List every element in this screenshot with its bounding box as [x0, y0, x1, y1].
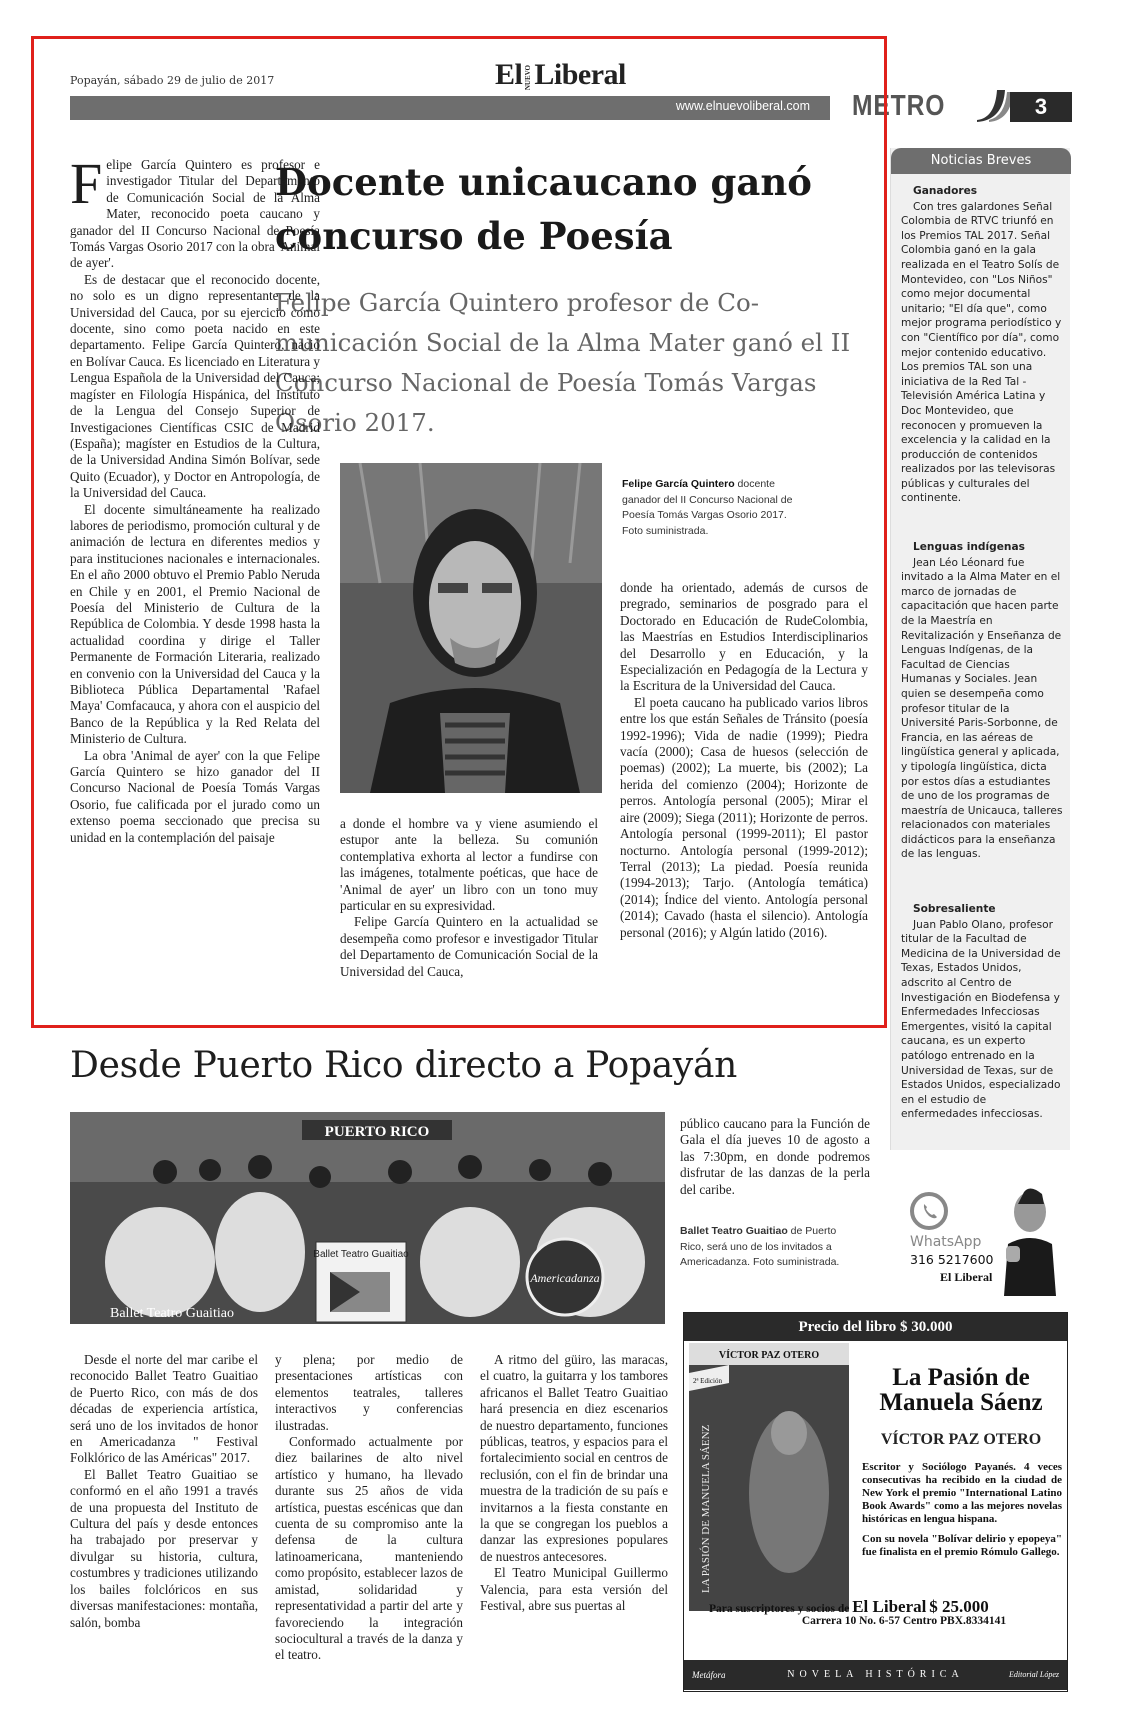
section-name: METRO — [852, 90, 946, 122]
brief-text: Jean Léo Léonard fue invitado a la Alma Mater en el marco de jornadas de capacitación que hacen parte de la Maestría en Revitalización y Enseñanza de Lenguas Indígenas, de la Facultad de Ciencias Humanas y Sociales. Jean quien se desempeña como profesor titular de la Université Paris-Sorbonne, de Francia, en las aéreas de lingüística general y aplicada, y tipología lingüística, dicta por estos días a estudiantes de uno de los programas de maestría de Unicauca, talleres relacionados con materiales didácticos para la enseñanza de las lenguas. — [901, 556, 1063, 861]
brief-text: Con tres galardones Señal Colombia de RTVC triunfó en los Premios TAL 2017. Señal Colombia ganó en la gala realizada en el Teatro Solís de Montevideo, con "Los Niños" como mejor documental unitario; "El día que", como mejor programa periodístico y con "Científico por día", como mejor contenido educativo. Los premios TAL son una iniciativa de la Red Tal - Televisión América Latina y Doc Montevideo, que reconocen y promueven la excelencia y la calidad en la producción de contenidos realizados por las televisoras públicas y culturales del continente. — [901, 200, 1062, 505]
book-price: Precio del libro $ 30.000 — [684, 1313, 1067, 1341]
paragraph: El Ballet Teatro Guaitiao se conformó en el año 1991 a través de una propuesta del Instituto de Cultura del país y desde entonces ha trabajado por preservar y divulgar su historia, cultura, costumbres y tradiciones utilizando los bailes folclóricos en sus diversas manifestaciones: montaña, salón, bomba — [70, 1466, 258, 1630]
printer-logo: Editorial López — [1008, 1670, 1059, 1679]
article2-column-2 — [275, 1352, 463, 1664]
cover-author-text: VÍCTOR PAZ OTERO — [718, 1350, 820, 1361]
article2-column-1 — [70, 1352, 258, 1631]
photo-footer-text: Ballet Teatro Guaitiao — [110, 1306, 234, 1321]
photo-sign-text: Ballet Teatro Guaitiao — [313, 1249, 409, 1260]
masthead-nuevo: NUEVO — [524, 64, 533, 90]
paragraph: Es de destacar que el reconocido docente, no solo es un digno representante de la Universidad del Cauca, por su ejercicio como docente, sino como poeta nacido en este departamento. Felipe García Quintero, nació en Bolívar Cauca. Es licenciado en Literatura y Lengua Española de la Universidad del Cauca; magíster en Filología Hispánica, del Instituto de la Lengua del Consejo Superior de Investigaciones Científicas CSIC de Madrid (España); magíster en Estudios de la Cultura, de la Universidad Andina Simón Bolívar, sede Quito (Ecuador), y Doctor en Antropología, de la Universidad del Cauca. — [70, 271, 320, 501]
whatsapp-ad[interactable] — [898, 1176, 1060, 1298]
book-advertisement[interactable] — [683, 1312, 1068, 1692]
selection-frame — [31, 36, 887, 1028]
caption-text: docente ganador del II Concurso Nacional de Poesía Tomás Vargas Osorio 2017. Foto suministrada. — [622, 478, 793, 537]
site-url[interactable]: www.elnuevoliberal.com — [675, 99, 810, 113]
caption-text: de Puerto Rico, será uno de los invitados a Americadanza. Foto suministrada. — [680, 1225, 840, 1268]
paragraph: Felipe García Quintero es profesor e investigador Titular del Departamento de Comunicación Social de la Alma Mater, reconocido poeta caucano y ganador del II Concurso Nacional de Poesía Tomás Vargas Osorio 2017 con la obra 'Animal de ayer'. — [70, 151, 320, 271]
photo-logo-text: Americadanza — [530, 1271, 600, 1285]
ballet-photo — [70, 1112, 665, 1324]
headline-line-2: concurso de Poesía — [275, 214, 673, 258]
caption-name: Ballet Teatro Guaitiao — [680, 1225, 788, 1237]
caption-name: Felipe García Quintero — [622, 478, 735, 490]
subscriber-price-line: Para suscriptores y socios de El Liberal $ 25.000 — [709, 1597, 989, 1616]
sidebar-title: Noticias Breves — [891, 148, 1071, 174]
photo2-caption — [680, 1224, 860, 1271]
whatsapp-brand: El Liberal — [940, 1270, 993, 1284]
article-deck: Felipe García Quintero profesor de Co-municación Social de la Alma Mater ganó el II Concurso Nacional de Poesía Tomás Vargas Osorio 2017. — [275, 288, 851, 437]
book-cover-image — [689, 1343, 849, 1611]
book-title: La Pasión de Manuela Sáenz — [879, 1364, 1043, 1416]
paragraph: El Teatro Municipal Guillermo Valencia, para esta versión del Festival, abre sus puertas al — [480, 1565, 668, 1614]
subscriber-price: $ 25.000 — [929, 1597, 989, 1616]
publisher-logo: Metáfora — [692, 1670, 726, 1680]
swoosh-icon — [975, 88, 1015, 122]
page-number: 3 — [1010, 92, 1072, 122]
dateline: Popayán, sábado 29 de julio de 2017 — [70, 74, 275, 87]
paragraph: donde ha orientado, además de cursos de pregrado, seminarios de posgrado para el Doctorado en Educación de RudeColombia, las Maestrías en Estudios Interdisciplinarios del Desarrollo y en Educación, y la Especialización en Pedagogía de la Lectura y la Escritura de la Universidad del Cauca. — [620, 580, 868, 694]
genre-label: NOVELA HISTÓRICA — [787, 1669, 964, 1680]
whatsapp-icon — [910, 1192, 948, 1230]
masthead-el: El — [495, 58, 523, 91]
subscriber-brand: El Liberal — [852, 1597, 927, 1616]
brief-heading: Sobresaliente — [913, 903, 996, 915]
brief-heading: Lenguas indígenas — [913, 541, 1025, 553]
book-author: VÍCTOR PAZ OTERO — [880, 1431, 1042, 1448]
brief-heading: Ganadores — [913, 185, 978, 197]
cover-title-text: LA PASIÓN DE MANUELA SÁENZ — [700, 1424, 712, 1593]
brief-lenguas — [901, 540, 1063, 862]
photo-banner-text: PUERTO RICO — [324, 1124, 430, 1140]
article2-column-3 — [480, 1352, 668, 1615]
headline-line-1: Docente unicaucano ganó — [275, 160, 812, 204]
author-award: Con su novela "Bolívar delirio y epopeya" fue finalista en el premio Rómulo Gallego. — [862, 1533, 1062, 1558]
paragraph: La obra 'Animal de ayer' con la que Felipe García Quintero se hizo ganador del II Concurso Nacional de Poesía Tomás Vargas Osorio, fue calificada por el jurado como un extenso poema seccionado que precisa su unidad en la contemplación del paisaje — [70, 747, 320, 845]
brief-ganadores — [901, 184, 1063, 506]
brief-sobresaliente — [901, 902, 1063, 1122]
edition-text: 2ª Edición — [693, 1377, 722, 1385]
paragraph: El docente simultáneamente ha realizado labores de periodismo, promoción cultural y de animación de lectura en diferentes medios y para instituciones nacionales e internacionales. En el año 2000 obtuvo el Premio Pablo Neruda en Chile y en 2001, el Premio Nacional de Poesía del Ministerio de Cultura de la República de Colombia. Y desde 1998 hasta la actualidad coordina y dirige el Taller Permanente de Formación Literaria, realizado en convenio con la Universidad del Cauca y la Biblioteca Pública Departamental 'Rafael Maya' Comfacauca, y ahora con el auspicio del Banco de la República y la Red Relata del Ministerio de Cultura. — [70, 501, 320, 747]
whatsapp-phone: 316 5217600 — [910, 1252, 994, 1267]
article2-headline: Desde Puerto Rico directo a Popayán — [70, 1045, 737, 1086]
brief-text: Juan Pablo Olano, profesor titular de la Facultad de Medicina de la Universidad de Texas, Estados Unidos, adscrito al Centro de Investigación en Biodefensa y Enfermedades Infecciosas Emergentes, visitó la capital caucana, es un experto patólogo entrenado en la Universidad de Texas, sur de Estados Unidos, especializado en el estudio de enfermedades infecciosas. — [901, 918, 1061, 1121]
whatsapp-label: WhatsApp — [910, 1234, 982, 1250]
book-description — [862, 1461, 1062, 1566]
person-thumbs-up-image — [998, 1184, 1058, 1296]
paragraph: a donde el hombre va y viene asumiendo el estupor ante la belleza. Su comunión contemplativa exhorta al lector a fundirse con las imágenes, totalmente poéticas, que hace de 'Animal de ayer' un libro con un tono muy particular en su expresividad. — [340, 816, 598, 914]
book-footer — [684, 1660, 1067, 1690]
paragraph: Felipe García Quintero en la actualidad se desempeña como profesor e investigador Titular del Departamento de Comunicación Social de la Universidad del Cauca, — [340, 914, 598, 979]
masthead-liberal: Liberal — [534, 58, 626, 91]
paragraph: Conformado actualmente por diez bailarines de alto nivel artístico y humano, ha llevado durante sus 25 años de vida artística, puestas escénicas que dan cuenta de su compromiso ante la defensa de la cultura latinoamericana, manteniendo como propósito, establecer lazos de amistad, solidaridad y representatividad a partir del arte y favoreciendo la integración sociocultural a través de la danza y el teatro. — [275, 1434, 463, 1663]
news-briefs-sidebar — [890, 148, 1070, 1150]
paragraph: Desde el norte del mar caribe el reconocido Ballet Teatro Guaitiao de Puerto Rico, con más de dos décadas de experiencia artística, será uno de los invitados de honor en Americadanza " Festival Folklórico de las Américas" 2017. — [70, 1352, 258, 1466]
drop-cap: F — [70, 151, 103, 216]
paragraph: público caucano para la Función de Gala el día jueves 10 de agosto a las 7:30pm, en donde podremos disfrutar de las danzas de la perla del caribe. — [680, 1116, 870, 1197]
article2-intro — [680, 1116, 870, 1198]
author-bio: Escritor y Sociólogo Payanés. 4 veces consecutivas ha recibido en la ciudad de New York el premio "International Latino Book Awards" como a las mejores novelas históricas en lengua hispana. — [862, 1461, 1062, 1525]
paragraph: A ritmo del güiro, las maracas, el cuatro, la guitarra y los tambores africanos el Ballet Teatro Guaitiao hará presencia en diez escenarios de nuestro departamento, funciones públicas, teatros, y espacios para el fortalecimiento social en centros de reclusión, con el fin de brindar una muestra de la tradición de su país e invitarnos a la fiesta constante en la que se congregan los pueblos a danzar las expresiones populares de nuestros antecesores. — [480, 1352, 668, 1564]
paragraph: El poeta caucano ha publicado varios libros entre los que están Señales de Tránsito (poesía 1992-1996); Vida de nadie (1999); Piedra vacía (2000); Casa de huesos (selección de poemas) (2002); La muerte, bis (2002); La herida del comienzo (2004); Horizonte de perros. Antología personal (2005); Mirar el aire (2009); Siega (2011); Horizonte de perros. Antología personal (1999-2011); El pastor nocturno. Antología personal (1999-2012); Terral (2013); La piedad. Poesía reunida (1994-2013); Tarjo. (Antología temática) (2014); Índice del viento. Antología personal (2014); Cavado (hasta el silencio). Antología personal (2016); y Algún latido (2016). — [620, 694, 868, 940]
paragraph: y plena; por medio de presentaciones artísticas con elementos teatrales, talleres interactivos y conferencias ilustradas. — [275, 1352, 463, 1433]
book-address: Carrera 10 No. 6-57 Centro PBX.8334141 — [801, 1615, 1007, 1627]
